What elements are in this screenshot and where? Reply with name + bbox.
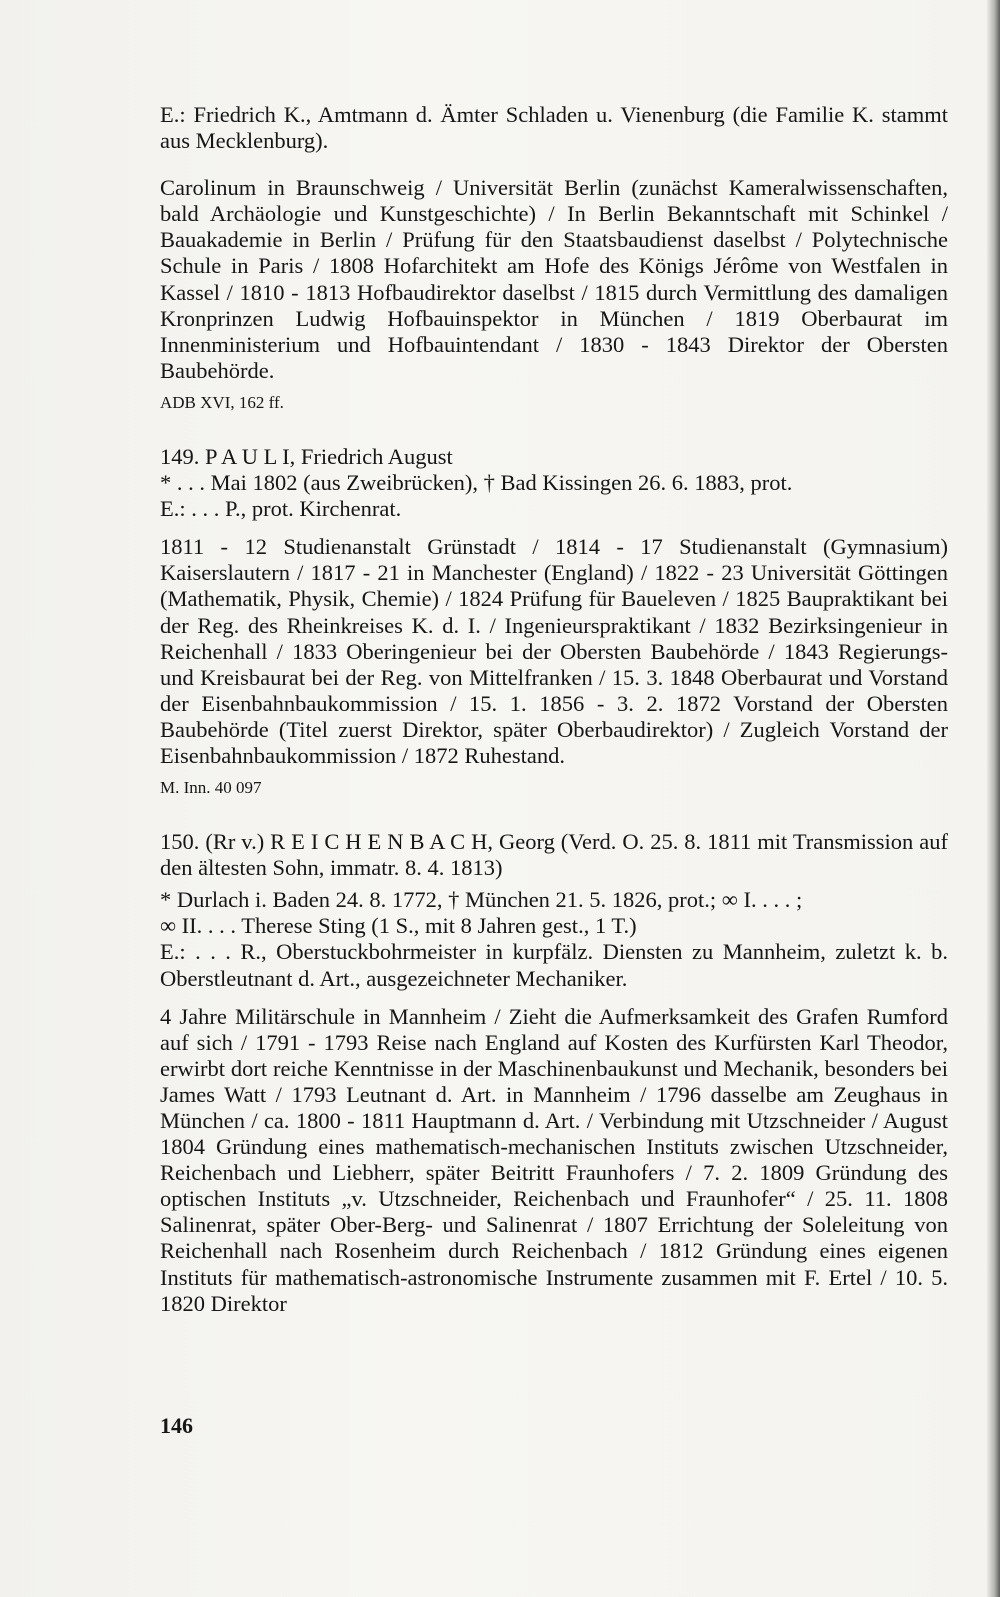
top-entry-parents: E.: Friedrich K., Amtmann d. Ämter Schladen u. Vienenburg (die Familie K. stammt aus Mecklenburg). — [160, 102, 948, 154]
entry-150-heading: 150. (Rr v.) R E I C H E N B A C H, Georg (Verd. O. 25. 8. 1811 mit Transmission auf den ältesten Sohn, immatr. 8. 4. 1813) — [160, 829, 948, 881]
entry-149-career: 1811 - 12 Studienanstalt Grünstadt / 1814 - 17 Studienanstalt (Gymnasium) Kaiserslautern / 1817 - 21 in Manchester (England) / 1822 - 23 Universität Göttingen (Mathematik, Physik, Chemie) / 1824 Prüfung für Baueleven / 1825 Baupraktikant bei der Reg. des Rheinkreises K. d. I. / Ingenieurspraktikant / 1832 Bezirksingenieur in Reichenhall / 1833 Oberingenieur bei der Obersten Baubehörde / 1843 Regierungs- und Kreisbaurat bei der Reg. von Mittelfranken / 15. 3. 1848 Oberbaurat und Vorstand der Eisenbahnbaukommission / 15. 1. 1856 - 3. 2. 1872 Vorstand der Obersten Baubehörde (Titel zuerst Direktor, später Oberbaudirektor) / Zugleich Vorstand der Eisenbahnbaukommission / 1872 Ruhestand. — [160, 534, 948, 768]
page-number: 146 — [160, 1413, 193, 1438]
page-content — [160, 102, 948, 1317]
entry-149-parents: E.: . . . P., prot. Kirchenrat. — [160, 496, 402, 522]
entry-149-source: M. Inn. 40 097 — [160, 778, 262, 798]
entry-150-birth-line1: * Durlach i. Baden 24. 8. 1772, † München 21. 5. 1826, prot.; ∞ I. . . . ; — [160, 887, 803, 913]
entry-150-career: 4 Jahre Militärschule in Mannheim / Zieht die Aufmerksamkeit des Grafen Rumford auf sich / 1791 - 1793 Reise nach England auf Kosten des Kurfürsten Karl Theodor, erwirbt dort reiche Kenntnisse in der Maschinenbaukunst und Mechanik, besonders bei James Watt / 1793 Leutnant d. Art. in Mannheim / 1796 dasselbe am Zeughaus in München / ca. 1800 - 1811 Hauptmann d. Art. / Verbindung mit Utzschneider / August 1804 Gründung eines mathematisch-mechanischen Instituts zwischen Utzschneider, Reichenbach und Liebherr, später Beitritt Fraunhofers / 7. 2. 1809 Gründung des optischen Instituts „v. Utzschneider, Reichenbach und Fraunhofer“ / 25. 11. 1808 Salinenrat, später Ober-Berg- und Salinenrat / 1807 Errichtung der Soleleitung von Reichenhall nach Rosenheim durch Reichenbach / 1812 Gründung eines eigenen Instituts für mathematisch-astronomische Instrumente zusammen mit F. Ertel / 10. 5. 1820 Direktor — [160, 1003, 948, 1316]
top-entry-source: ADB XVI, 162 ff. — [160, 392, 284, 412]
entry-150-birth-line2: ∞ II. . . . Therese Sting (1 S., mit 8 Jahren gest., 1 T.) — [160, 913, 637, 939]
entry-150-parents: E.: . . . R., Oberstuckbohrmeister in kurpfälz. Diensten zu Mannheim, zuletzt k. b. Oberstleutnant d. Art., ausgezeichneter Mechaniker. — [160, 939, 948, 991]
entry-149-heading: 149. P A U L I, Friedrich August — [160, 443, 453, 469]
entry-149-birth: * . . . Mai 1802 (aus Zweibrücken), † Bad Kissingen 26. 6. 1883, prot. — [160, 470, 793, 496]
top-entry-career: Carolinum in Braunschweig / Universität Berlin (zunächst Kameralwissenschaften, bald Archäologie und Kunstgeschichte) / In Berlin Bekanntschaft mit Schinkel / Bauakademie in Berlin / Prüfung für den Staatsbaudienst daselbst / Polytechnische Schule in Paris / 1808 Hofarchitekt am Hofe des Königs Jérôme von Westfalen in Kassel / 1810 - 1813 Hofbaudirektor daselbst / 1815 durch Vermittlung des damaligen Kronprinzen Ludwig Hofbauinspektor in München / 1819 Oberbaurat im Innenministerium und Hofbauintendant / 1830 - 1843 Direktor der Obersten Baubehörde. — [160, 175, 948, 383]
page-edge-shadow — [986, 0, 1000, 1597]
